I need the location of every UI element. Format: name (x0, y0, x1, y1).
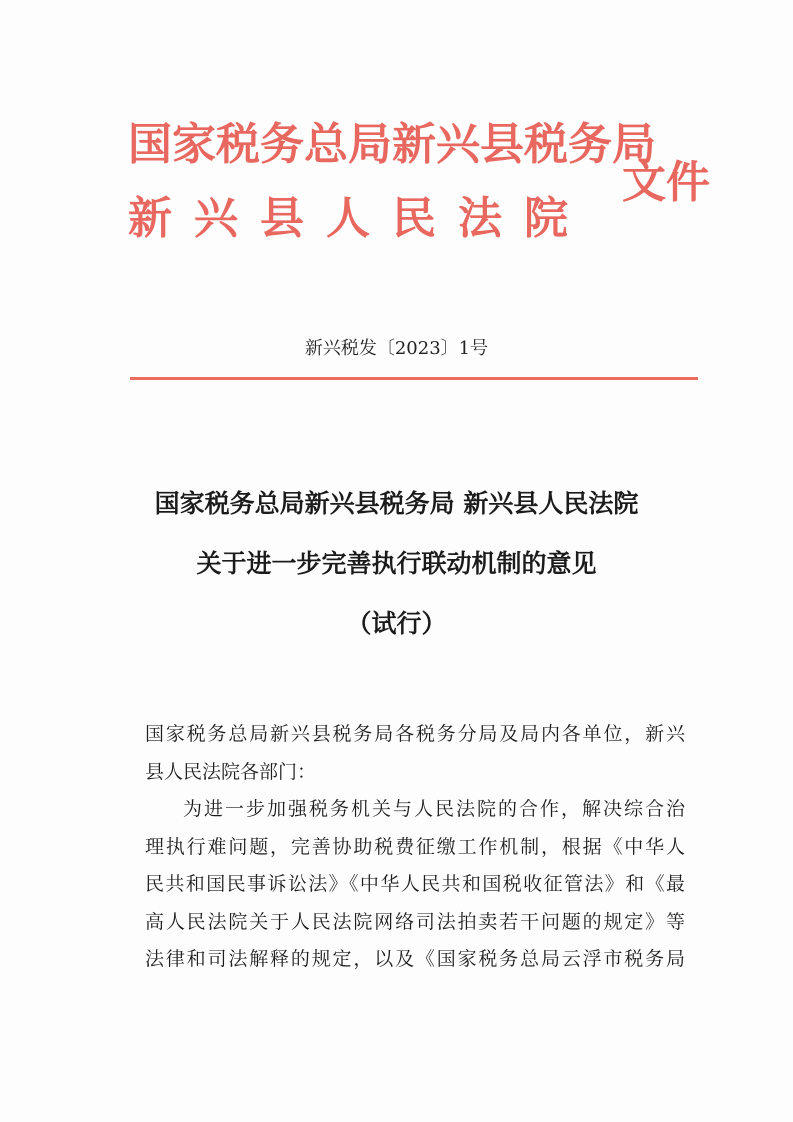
document-number: 新兴税发〔2023〕1号 (304, 338, 489, 359)
salutation (145, 716, 685, 791)
salutation-line: 县人民法院各部门： (145, 760, 317, 783)
paragraph-line: 高人民法院关于人民法院网络司法拍卖若干问题的规定》等 (145, 910, 685, 933)
document-header (128, 108, 728, 258)
paragraph-line: 法律和司法解释的规定，以及《国家税务总局云浮市税务局 (145, 948, 685, 970)
issuer-name-tax-bureau: 国家税务总局新兴县税务局 (128, 119, 656, 170)
salutation-line: 国家税务总局新兴县税务局各税务分局及局内各单位，新兴 (145, 723, 685, 745)
document-title-line-2: 关于进一步完善执行联动机制的意见 (196, 549, 597, 578)
document-title-line-1: 国家税务总局新兴县税务局 新兴县人民法院 (154, 489, 639, 518)
document-title-line-3: （试行） (346, 609, 447, 638)
paragraph-line: 为进一步加强税务机关与人民法院的合作，解决综合治 (183, 798, 685, 820)
paragraph-line: 民共和国民事诉讼法》《中华人民共和国税收征管法》和《最 (145, 873, 685, 895)
body-paragraph (145, 791, 685, 979)
issuer-name-court: 新兴县人民法院 (128, 193, 590, 244)
document-type-label: 文件 (622, 157, 710, 208)
red-separator-line (130, 377, 698, 380)
paragraph-line: 理执行难问题，完善协助税费征缴工作机制，根据《中华人 (145, 835, 685, 858)
